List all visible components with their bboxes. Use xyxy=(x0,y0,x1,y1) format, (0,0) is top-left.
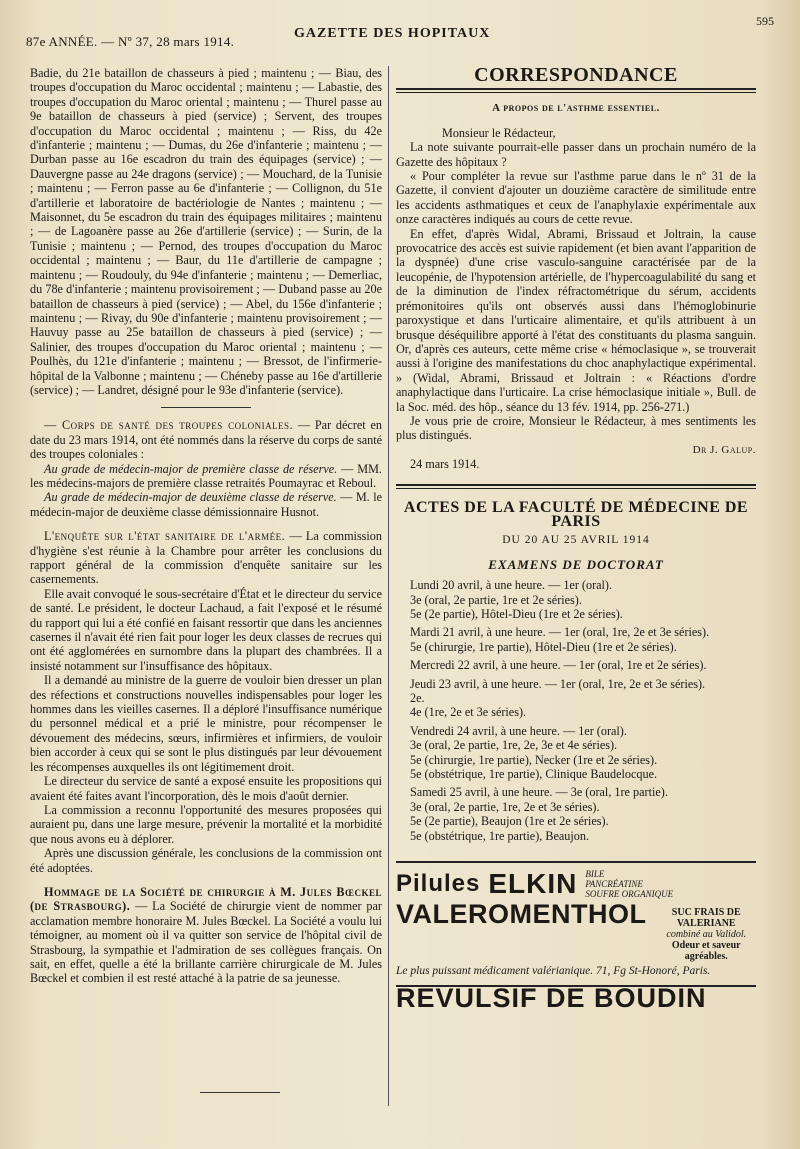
section-rule xyxy=(396,484,756,489)
salutation: Monsieur le Rédacteur, xyxy=(442,125,556,140)
hommage-title: Hommage de la Société de chirurgie à M. Jules Bœckel (de Strasbourg). xyxy=(30,884,382,914)
left-column xyxy=(30,66,382,986)
letter-para-3: En effet, d'après Widal, Abrami, Brissaud et Joltrain, la cause provocatrice des accès est suivie rapidement (et bien avant l'apparition de la dyspnée) d'une crise vasculo-sanguine caractérisée par de la leucopénie, de l'hypotension artérielle, de l'hypercoagulabilité du sang et de la diminution de l'index réfractométrique du sérum, accidents prémonitoires qu'ils ont observés aussi dans l'hémoglobinurie paroxystique et dans l'urticaire alimentaire, et qu'ils attribuent à un brusque déséquilibre apporté à l'état des constituants du plasma sanguin. Or, d'après ces auteurs, cette même crise « hémoclasique », se trouverait aussi à l'origine des manifestations du choc anaphylactique expérimental. » (Widal, Abrami, Brissaud et Joltrain : « Réactions d'ordre anaphylactique dans l'urticaire. La crise hémoclasique initiale », Bull. de la Soc. méd. des hôp., séance du 13 fév. 1914, pp. 256-271.) xyxy=(396,226,756,414)
examens-title: EXAMENS DE DOCTORAT xyxy=(488,556,664,572)
exam-day-heading: Mercredi 22 avril, à une heure. — 1er (oral, 1re et 2e séries). xyxy=(410,658,707,673)
exam-line: 5e (2e partie), Beaujon (1re et 2e séries). xyxy=(410,814,609,829)
letter-para-2: « Pour compléter la revue sur l'asthme parue dans le nº 31 de la Gazette, il convient d'ajouter un douzième caractère de similitude entre les accidents asthmatiques et ceux de l'anaphylaxie expérimentale aux onze caractères indiqués au cours de cette revue. xyxy=(396,169,756,227)
exam-line: 3e (oral, 2e partie, 1re, 2e, 3e et 4e séries). xyxy=(410,738,618,753)
actes-dates: DU 20 AU 25 AVRIL 1914 xyxy=(502,534,650,547)
enquete-para-2: Elle avait convoqué le sous-secrétaire d'État et le directeur du service de santé. Le président, le docteur Lachaud, a fait l'exposé et le résumé du rapport qui lui a été confié en faisant ressortir que dans les anciennes casernes il n'avait été rien fait pour loger les deux classes de recrues qui ont été agglomérées en surnombre dans la plupart des chambrées. Il a insisté notamment sur l'insuffisance des hôpitaux. xyxy=(30,586,382,673)
exam-day-heading: Mardi 21 avril, à une heure. — 1er (oral, 1re, 2e et 3e séries). xyxy=(410,625,710,640)
exam-line: 5e (chirurgie, 1re partie), Necker (1re et 2e séries). xyxy=(410,752,658,767)
signature: Dr J. Galup. xyxy=(692,443,756,456)
issue-info: 87e ANNÉE. — Nº 37, 28 mars 1914. xyxy=(26,34,235,49)
heading-rule xyxy=(396,88,756,93)
enquete-title: L'enquête sur l'état sanitaire de l'armée. xyxy=(44,529,286,544)
advertisements xyxy=(396,861,756,1013)
exam-day-heading: Samedi 25 avril, à une heure. — 3e (oral, 1re partie). xyxy=(410,785,668,800)
exam-line: 4e (1re, 2e et 3e séries). xyxy=(410,705,527,720)
corps-text: — Par décret en date du 23 mars 1914, ont été nommés dans la réserve du corps de santé des troupes coloniales : xyxy=(30,418,382,462)
enquete-para-1 xyxy=(30,529,382,587)
letter-date: 24 mars 1914. xyxy=(410,457,480,472)
bottom-divider xyxy=(200,1092,280,1093)
exam-line: 5e (2e partie), Hôtel-Dieu (1re et 2e séries). xyxy=(410,607,623,621)
right-column xyxy=(396,64,756,1013)
actes-title: ACTES DE LA FACULTÉ DE MÉDECINE DE PARIS xyxy=(403,498,749,530)
ad-elkin-brand: ELKIN xyxy=(488,867,578,899)
page-header xyxy=(26,14,774,54)
corps-grade2-text: — M. le médecin-major de deuxième classe démissionnaire Husnot. xyxy=(30,490,382,519)
section-divider xyxy=(161,407,251,408)
exam-line: 5e (obstétrique, 1re partie), Beaujon. xyxy=(410,828,590,843)
corps-grade1: Au grade de médecin-major de première classe de réserve. xyxy=(44,461,338,476)
corps-title: — Corps de santé des troupes coloniales. xyxy=(44,418,294,433)
exam-list xyxy=(396,578,756,843)
enquete-para-3: Il a demandé au ministre de la guerre de vouloir bien dresser un plan des réfections et constructions nouvelles indispensables pour loger les hommes dans les vieilles casernes. Il a déploré l'insuffisance numérique du personnel médical et a prié le ministre, pour récompenser le dévouement des médecins, sœurs, infirmières et infirmiers, de vouloir bien accorder à ceux qui se sont le plus distingués par leur dévouement les récompenses auxquelles ils ont légitimement droit. xyxy=(30,673,382,774)
exam-day-heading: Jeudi 23 avril, à une heure. — 1er (oral, 1re, 2e et 3e séries). xyxy=(410,676,706,691)
exam-day xyxy=(396,724,756,782)
corps-grade2: Au grade de médecin-major de deuxième classe de réserve. xyxy=(44,490,337,505)
corps-section xyxy=(30,418,382,461)
exam-day xyxy=(396,677,756,720)
hommage-text: — La Société de chirurgie vient de nommer par acclamation membre honoraire M. Jules Bœckel. La Société a voulu lui témoigner, au moment où il va quitter son service de l'hôpital civil de Strasbourg, la sympathie et l'admiration de ses collègues français. On sait, en effet, quelle a été la brillante carrière chirurgicale de M. Jules Bœckel et combien il est resté attaché à la patrie de sa jeunesse. xyxy=(30,899,382,986)
enquete-para-6: Après une discussion générale, les conclusions de la commission ont été adoptées. xyxy=(30,846,382,875)
ad-revulsif: REVULSIF DE BOUDIN xyxy=(396,985,756,1005)
journal-title: GAZETTE DES HOPITAUX xyxy=(294,26,491,41)
ad-valeromenthol xyxy=(396,899,756,963)
page-number: 595 xyxy=(756,14,774,28)
exam-line: 5e (chirurgie, 1re partie), Hôtel-Dieu (1re et 2e séries). xyxy=(410,639,677,654)
asthme-title: A propos de l'asthme essentiel. xyxy=(492,102,660,115)
exam-line: 5e (obstétrique, 1re partie), Clinique Baudelocque. xyxy=(410,767,658,782)
letter-para-4: Je vous prie de croire, Monsieur le Rédacteur, à mes sentiments les plus distingués. xyxy=(396,413,756,443)
enquete-para-5: La commission a reconnu l'opportunité des mesures proposées qui auraient pu, dans une large mesure, prévenir la mortalité et la morbidité que nous avons eu à déplorer. xyxy=(30,802,382,846)
correspondance-heading: CORRESPONDANCE xyxy=(474,64,678,86)
exam-line: 3e (oral, 2e partie, 1re, 2e et 3e séries). xyxy=(410,799,600,814)
letter-para-1: La note suivante pourrait-elle passer dans un prochain numéro de la Gazette des hôpitaux ? xyxy=(396,140,756,169)
exam-day xyxy=(396,578,756,621)
exam-day-heading: Lundi 20 avril, à une heure. — 1er (oral). xyxy=(410,578,613,593)
exam-line: 2e. xyxy=(410,691,425,706)
hommage-para xyxy=(30,885,382,986)
ad-valero-brand: VALEROMENTHOL xyxy=(396,899,647,930)
ad-elkin xyxy=(396,861,756,899)
corps-grade2-para xyxy=(30,490,382,519)
enquete-para-4: Le directeur du service de santé a exposé ensuite les propositions qui avaient été faites avant l'incorporation, dès le mois d'août dernier. xyxy=(30,774,382,803)
nominations-text: Badie, du 21e bataillon de chasseurs à pied ; maintenu ; — Biau, des troupes d'occupation du Maroc occidental ; maintenu ; — Labastie, des troupes d'occupation du Maroc oriental ; maintenu ; — Thurel passe au 9e bataillon de chasseurs à pied (service) ; Servent, des troupes d'occupation du Maroc occidental ; maintenu ; — Riss, du 42e d'infanterie ; maintenu ; — Dumas, du 26e d'infanterie ; maintenu ; — Durban passe au 16e escadron du train des équipages (service) ; — Dauvergne passe au 24e dragons (service) ; — Mouchard, de la Tunisie ; maintenu ; — Ferron passe au 6e d'infanterie ; — Collignon, du 51e d'artillerie et laboratoire de bactériologie de Nantes ; maintenu ; — Maisonnet, du 5e escadron du train des équipages militaires ; maintenu ; — de Lagoanère passe au 26e d'artillerie (service) ; — Surin, de la Tunisie ; maintenu ; — Pernod, des troupes d'occupation du Maroc occidental ; maintenu ; — Baur, du 11e d'artillerie de campagne ; maintenu ; — Roudouly, du 94e d'infanterie ; maintenu ; — Demerliac, du 78e d'infanterie ; maintenu provisoirement ; — Duband passe au 20e bataillon de chasseurs à pied (service) ; — Abel, du 156e d'infanterie ; maintenu ; — Rivay, du 90e d'infanterie ; maintenu provisoirement ; — Hauvuy passe au 25e bataillon de chasseurs à pied (service) ; — Salinier, des troupes d'occupation du Maroc oriental ; maintenu ; — Poulhès, du 121e d'infanterie ; maintenu ; — Bressot, de l'infirmerie-hôpital de la Valbonne ; maintenu ; — Chéneby passe au 16e d'artillerie (service) ; — Landret, désigné pour le 93e d'infanterie (service). xyxy=(30,66,382,397)
exam-day xyxy=(396,658,756,672)
exam-day xyxy=(396,785,756,843)
ad-valero-tagline: SUC FRAIS DE VALERIANE combiné au Validol. Odeur et saveur agréables. xyxy=(666,907,747,963)
exam-day-heading: Vendredi 24 avril, à une heure. — 1er (oral). xyxy=(410,723,627,738)
ad-valero-line: Le plus puissant médicament valérianique. 71, Fg St-Honoré, Paris. xyxy=(396,965,711,978)
ad-elkin-tagline: BILE PANCRÉATINE SOUFRE ORGANIQUE xyxy=(585,869,674,900)
column-divider xyxy=(388,66,389,1106)
enquete-text-1: — La commission d'hygiène s'est réunie à la Chambre pour arrêter les conclusions du rapport général de la commission d'enquête sanitaire sur les casernements. xyxy=(30,529,382,587)
ad-pilules-text: Pilules xyxy=(396,869,481,897)
exam-day xyxy=(396,625,756,654)
corps-grade1-text: — MM. les médecins-majors de première classe retraités Poumayrac et Reboul. xyxy=(30,461,382,490)
corps-grade1-para xyxy=(30,462,382,491)
exam-line: 3e (oral, 2e partie, 1re et 2e séries). xyxy=(410,592,582,607)
